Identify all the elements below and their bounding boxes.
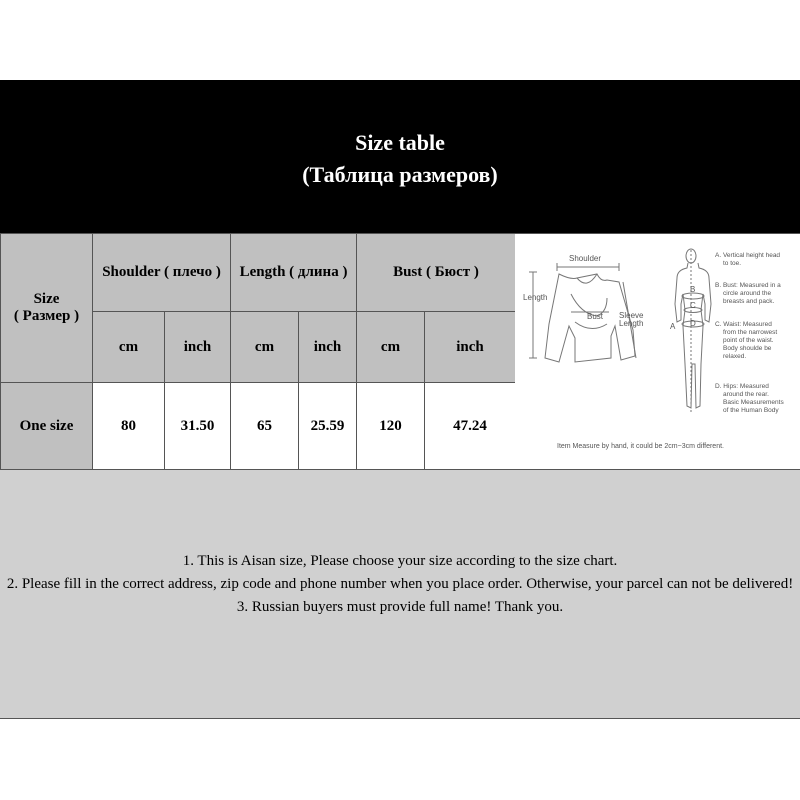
svg-text:Basic Measurements: Basic Measurements — [723, 399, 784, 406]
notes-panel — [0, 469, 800, 719]
size-header-ru: ( Размер ) — [13, 308, 80, 324]
marker-b: B — [690, 285, 696, 294]
title-banner — [0, 80, 800, 233]
bust-cm-value: 120 — [357, 383, 425, 470]
sleeve-length-label: Length — [619, 319, 644, 328]
unit-cm: cm — [357, 312, 425, 383]
svg-text:around the rear.: around the rear. — [723, 391, 769, 398]
column-header-length: Length ( длина ) — [231, 234, 357, 312]
unit-cm: cm — [231, 312, 299, 383]
svg-text:A. Vertical height head: A. Vertical height head — [715, 252, 781, 259]
svg-text:Shoulder: Shoulder — [569, 254, 602, 263]
note-2: 2. Please fill in the correct address, zip code and phone number when you place order. Otherwise, your parcel can not be delivered! — [6, 576, 794, 592]
note-3: 3. Russian buyers must provide full name! Thank you. — [236, 599, 564, 615]
svg-text:of the Human Body: of the Human Body — [723, 407, 779, 414]
note-1: 1. This is Aisan size, Please choose your size according to the size chart. — [182, 553, 618, 569]
svg-text:breasts and pack.: breasts and pack. — [723, 298, 775, 305]
human-body-illustration — [675, 249, 711, 412]
measurement-diagram — [515, 233, 800, 471]
svg-text:point of the waist.: point of the waist. — [723, 337, 774, 344]
sleeve-label: Sleeve — [619, 311, 644, 320]
svg-text:from the narrowest: from the narrowest — [723, 329, 778, 336]
measurement-note-c — [715, 321, 777, 360]
measurement-footnote: Item Measure by hand, it could be 2cm~3cm different. — [557, 443, 724, 450]
length-cm-value: 65 — [231, 383, 299, 470]
svg-text:relaxed.: relaxed. — [723, 353, 747, 360]
page-title: Size table — [355, 130, 445, 155]
svg-text:to toe.: to toe. — [723, 260, 742, 267]
column-header-bust: Bust ( Бюст ) — [357, 234, 516, 312]
marker-c: C — [690, 301, 696, 310]
marker-d: D — [690, 319, 696, 328]
marker-a: A — [670, 322, 676, 331]
shoulder-label — [569, 254, 601, 263]
svg-text:D. Hips: Measured: D. Hips: Measured — [715, 383, 769, 390]
unit-inch: inch — [165, 312, 231, 383]
svg-text:B. Bust: Measured in a: B. Bust: Measured in a — [715, 282, 781, 289]
svg-text:Body shoulde be: Body shoulde be — [723, 345, 772, 352]
size-header-en: Size — [33, 291, 60, 307]
unit-inch: inch — [299, 312, 357, 383]
bust-inch-value: 47.24 — [425, 383, 516, 470]
length-inch-value: 25.59 — [299, 383, 357, 470]
measurement-note-a — [715, 252, 780, 267]
unit-inch: inch — [425, 312, 516, 383]
length-label: Length — [523, 293, 548, 302]
svg-text:C. Waist: Measured: C. Waist: Measured — [715, 321, 772, 328]
row-label: One size — [1, 383, 93, 470]
table-row — [1, 383, 516, 470]
measurement-note-b — [715, 282, 781, 305]
column-header-shoulder: Shoulder ( плечо ) — [93, 234, 231, 312]
page-title-russian: (Таблица размеров) — [302, 162, 498, 187]
shoulder-inch-value: 31.50 — [165, 383, 231, 470]
measurement-note-d — [715, 383, 784, 414]
size-table — [0, 233, 516, 470]
svg-text:circle around the: circle around the — [723, 290, 772, 297]
size-header-cell — [1, 234, 93, 383]
shoulder-cm-value: 80 — [93, 383, 165, 470]
unit-cm: cm — [93, 312, 165, 383]
bust-label: Bust — [587, 312, 604, 321]
